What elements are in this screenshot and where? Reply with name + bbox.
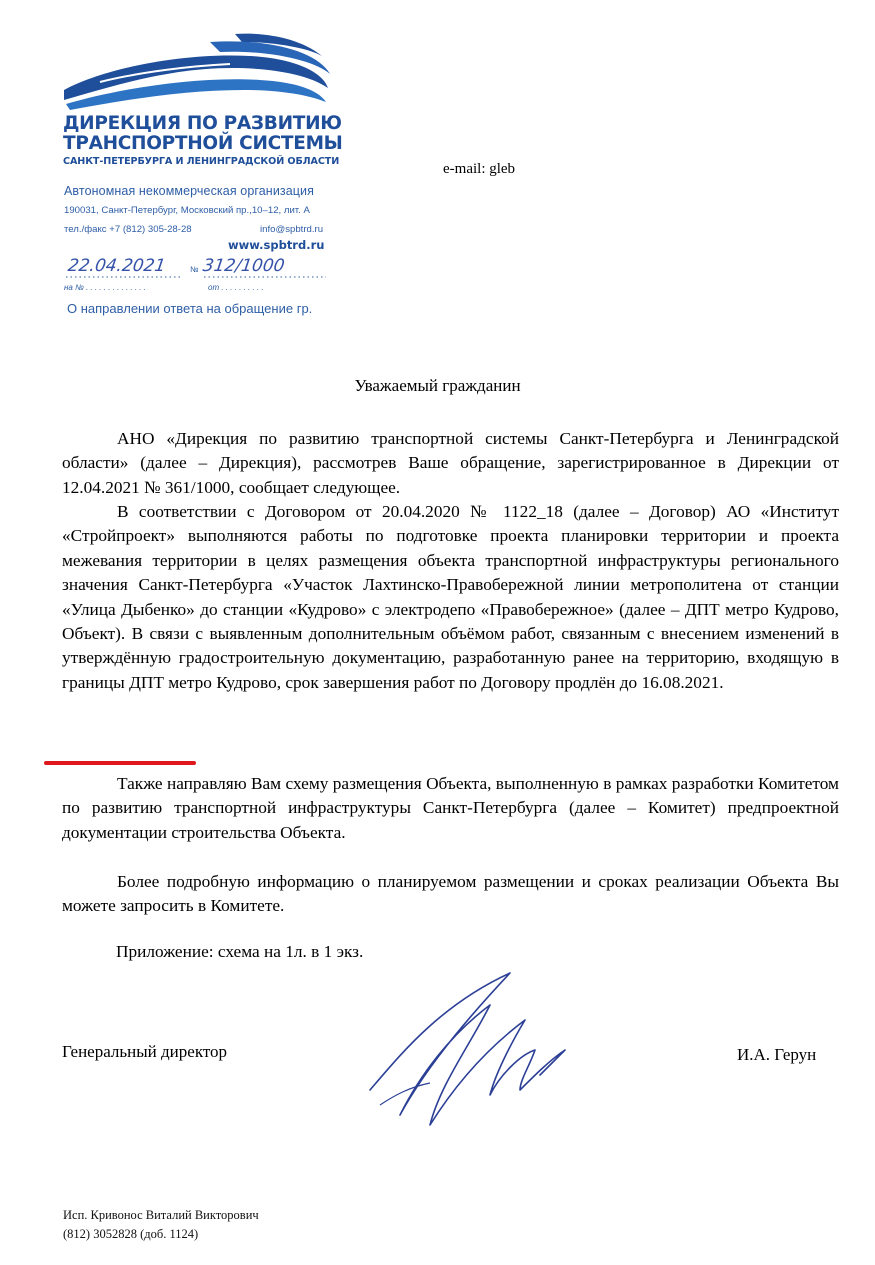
- paragraph-4: Более подробную информацию о планируемом размещении и сроках реализации Объекта Вы можете запросить в Комитете.: [62, 872, 839, 916]
- organization-name-line1: ДИРЕКЦИЯ ПО РАЗВИТИЮ: [63, 113, 342, 134]
- attachment-note: Приложение: схема на 1л. в 1 экз.: [116, 942, 364, 961]
- handwritten-signature-icon: [360, 965, 570, 1130]
- deadline-underline-mark: [44, 761, 196, 765]
- organization-logo-icon: [60, 30, 335, 110]
- paragraph-1: АНО «Дирекция по развитию транспортной системы Санкт-Петербурга и Ленинградской области» (далее – Дирекция), рассмотрев Ваше обращение, зарегистрированное в Дирекции от 12.04.2021 № 361/1000, сообщает следующее.: [62, 429, 839, 497]
- signatory-name: И.А. Герун: [737, 1045, 817, 1064]
- paragraph-3: Также направляю Вам схему размещения Объекта, выполненную в рамках разработки Комитетом по развитию транспортной инфраструктуры Санкт-Петербурга (далее – Комитет) предпроектной документации строительства Объекта.: [62, 774, 839, 842]
- signatory-title: Генеральный директор: [62, 1042, 228, 1061]
- recipient-email: e-mail: gleb: [443, 161, 516, 177]
- organization-type: Автономная некоммерческая организация: [64, 184, 314, 198]
- organization-region: САНКТ-ПЕТЕРБУРГА И ЛЕНИНГРАДСКОЙ ОБЛАСТИ: [63, 156, 340, 167]
- reference-number-field: на № . . . . . . . . . . . . . .: [64, 283, 146, 292]
- letter-subject: О направлении ответа на обращение гр.: [67, 301, 313, 316]
- paragraph-2: В соответствии с Договором от 20.04.2020 № 1122_18 (далее – Договор) АО «Институт «Стройпроект» выполняются работы по подготовке проекта планировки территории и проекта межевания территории в целях размещения объекта транспортной инфраструктуры регионального значения Санкт-Петербурга «Участок Лахтинско-Правобережной линии метрополитена от станции «Улица Дыбенко» до станции «Кудрово» с электродепо «Правобережное» (далее – ДПТ метро Кудрово, Объект). В связи с выявленным дополнительным объёмом работ, связанным с внесением изменений в утверждённую градостроительную документацию, разработанную ранее на территорию, входящую в границы ДПТ метро Кудрово, срок завершения работ по Договору продлён до 16.08.2021.: [62, 502, 839, 692]
- organization-email: info@spbtrd.ru: [260, 224, 324, 235]
- organization-website: www.spbtrd.ru: [228, 238, 325, 252]
- registration-number-sign: №: [190, 265, 199, 274]
- organization-phone: тел./факс +7 (812) 305-28-28: [64, 224, 192, 235]
- reference-date-field: от . . . . . . . . . .: [208, 283, 264, 292]
- salutation: Уважаемый гражданин: [354, 376, 521, 395]
- organization-name-line2: ТРАНСПОРТНОЙ СИСТЕМЫ: [63, 133, 343, 154]
- registration-date: 22.04.2021: [66, 256, 167, 276]
- organization-name: [63, 114, 343, 154]
- registration-number: 312/1000: [201, 256, 286, 276]
- executor-phone: (812) 3052828 (доб. 1124): [63, 1227, 199, 1241]
- organization-address: 190031, Санкт-Петербург, Московский пр.,10–12, лит. А: [64, 205, 310, 216]
- executor-name: Исп. Кривонос Виталий Викторович: [63, 1208, 259, 1222]
